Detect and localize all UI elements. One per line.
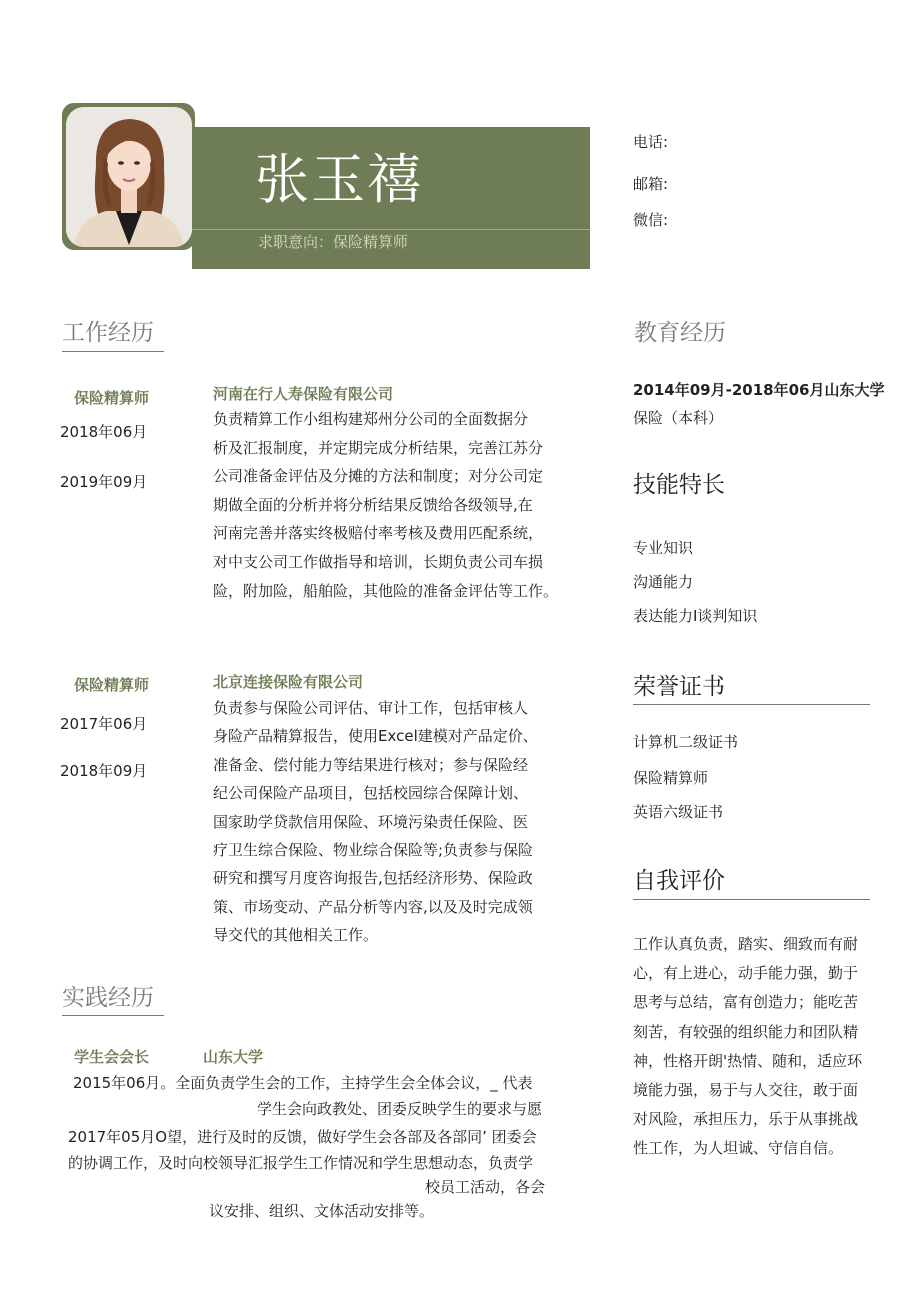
practice-section-underline [62, 1015, 164, 1016]
self-eval-section-title: 自我评价 [633, 868, 725, 894]
work-section-title: 工作经历 [62, 320, 154, 346]
practice-line: 学生会向政教处、团委反映学生的要求与愿 [257, 1100, 543, 1118]
practice-org: 山东大学 [203, 1048, 264, 1066]
self-eval-line: 神，性格开朗'热情、随和，适应环 [633, 1051, 863, 1070]
description-line: 公司准备金评估及分摊的方法和制度；对分公司定 [213, 467, 544, 486]
self-eval-line: 对风险，承担压力，乐于从事挑战 [633, 1110, 859, 1129]
honors-section-title: 荣誉证书 [633, 674, 725, 700]
self-eval-line: 工作认真负责，踏实、细致而有耐 [633, 935, 859, 953]
description-line: 析及汇报制度，并定期完成分析结果，完善江苏分 [213, 438, 544, 457]
description-line: 研究和撰写月度咨询报告,包括经济形势、保险政 [213, 869, 533, 888]
job-1-role: 保险精算师 [74, 389, 150, 407]
skill-item: 沟通能力 [633, 573, 694, 591]
work-section-underline [62, 351, 164, 352]
description-line: 国家助学贷款信用保险、环境污染责任保险、医 [213, 812, 529, 831]
job-2-description [213, 694, 558, 950]
header-divider [192, 229, 590, 230]
description-line: 疗卫生综合保险、物业综合保险等;负责参与保险 [213, 841, 534, 860]
description-line: 策、市场变动、产品分析等内容,以及及时完成领 [213, 897, 533, 916]
profile-photo [66, 107, 192, 247]
description-line: 期做全面的分析并将分析结果反馈给各级领导,在 [213, 495, 533, 514]
self-eval-line: 刻苦，有较强的组织能力和团队精 [633, 1022, 859, 1041]
practice-line: 校员工活动，各会 [425, 1178, 546, 1196]
description-line: 河南完善并落实终极赔付率考核及费用匹配系统， [213, 524, 544, 543]
skill-item: 专业知识 [633, 539, 694, 557]
description-line: 负责精算工作小组构建郑州分公司的全面数据分 [213, 410, 529, 428]
practice-line: 2015年06月。全面负责学生会的工作，主持学生会全体会议，_ 代表 [73, 1074, 533, 1092]
honor-item: 英语六级证书 [633, 803, 724, 821]
honors-section-underline [633, 704, 870, 705]
practice-line: 2017年05月O望，进行及时的反馈，做好学生会各部及各部同’ 团委会 [68, 1128, 537, 1146]
skill-item: 表达能力I谈判知识 [633, 607, 758, 625]
description-line: 纪公司保险产品项目，包括校园综合保障计划、 [213, 784, 529, 803]
practice-section-title: 实践经历 [62, 985, 154, 1011]
description-line: 险，附加险，船舶险，其他险的准备金评估等工作。 [213, 581, 559, 600]
job-2-company: 北京连接保险有限公司 [213, 673, 364, 691]
skills-section-title: 技能特长 [633, 472, 725, 498]
education-major: 保险（本科） [633, 409, 724, 427]
job-2-role: 保险精算师 [74, 676, 150, 694]
description-line: 负责参与保险公司评估、审计工作，包括审核人 [213, 699, 529, 717]
description-line: 对中支公司工作做指导和培训，长期负责公司车损 [213, 552, 544, 571]
description-line: 身险产品精算报告，使用Excel建模对产品定价、 [213, 727, 538, 746]
self-eval-line: 心，有上进心，动手能力强，勤于 [633, 964, 859, 983]
phone-label: 电话: [633, 133, 669, 151]
self-eval-section-underline [633, 899, 870, 900]
job-1-company: 河南在行人寿保险有限公司 [213, 385, 394, 403]
self-eval-line: 性工作，为人坦诚、守信自信。 [633, 1139, 844, 1158]
education-period-school: 2014年09月-2018年06月山东大学 [633, 381, 885, 399]
honor-item: 保险精算师 [633, 769, 709, 787]
job-objective: 求职意向：保险精算师 [258, 233, 409, 251]
education-section-title: 教育经历 [634, 320, 726, 346]
description-line: 导交代的其他相关工作。 [213, 926, 379, 945]
practice-line: 议安排、组织、文体活动安排等。 [209, 1202, 435, 1220]
candidate-name: 张玉禧 [255, 148, 423, 211]
self-evaluation-text [633, 930, 878, 1164]
practice-role: 学生会会长 [74, 1048, 150, 1066]
job-2-start-date: 2017年06月 [60, 715, 148, 733]
practice-line: 的协调工作，及时向校领导汇报学生工作情况和学生思想动态，负责学 [68, 1154, 534, 1172]
self-eval-line: 境能力强，易于与人交往，敢于面 [633, 1081, 859, 1100]
honor-item: 计算机二级证书 [633, 733, 739, 751]
job-2-end-date: 2018年09月 [60, 762, 148, 780]
description-line: 准备金、偿付能力等结果进行核对；参与保险经 [213, 755, 529, 774]
job-1-end-date: 2019年09月 [60, 473, 148, 491]
job-1-description [213, 405, 558, 605]
job-1-start-date: 2018年06月 [60, 423, 148, 441]
self-eval-line: 思考与总结，富有创造力；能吃苦 [633, 993, 859, 1012]
wechat-label: 微信: [633, 211, 669, 229]
email-label: 邮箱: [633, 175, 669, 193]
